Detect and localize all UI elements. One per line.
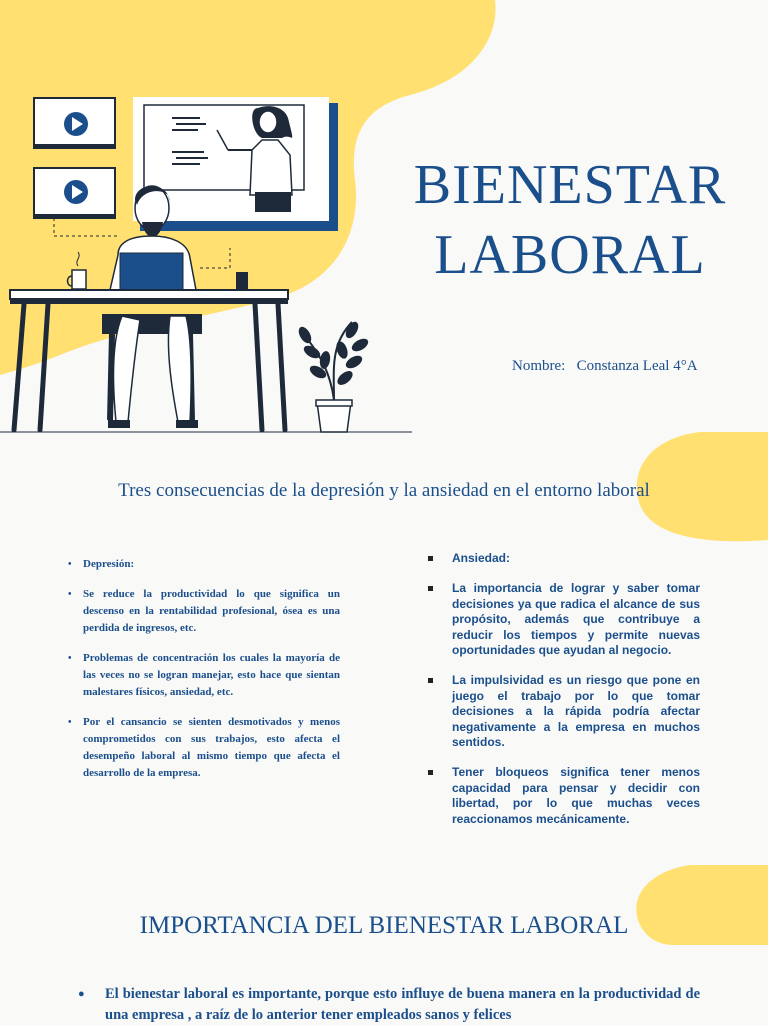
depression-list bbox=[68, 556, 340, 795]
list-item: La importancia de lograr y saber tomar decisiones ya que radica el alcance de sus propósito, además que contribuye a reducir los tiempos y permite nuevas oportunidades que ayudan al negocio. bbox=[428, 581, 700, 658]
list-item: Tener bloqueos significa tener menos capacidad para pensar y decidir con libertad, por lo que muchas veces reaccionamos mecánicamente. bbox=[428, 765, 700, 827]
list-item: • Se reduce la productividad lo que significa un descenso en la rentabilidad profesional, ósea es una perdida de ingresos, etc. bbox=[68, 586, 340, 637]
office-illustration bbox=[0, 90, 420, 440]
play-icon bbox=[34, 168, 115, 218]
importance-list bbox=[78, 984, 700, 1026]
author-line bbox=[512, 358, 698, 375]
section-heading-consequences: Tres consecuencias de la depresión y la ansiedad en el entorno laboral bbox=[118, 480, 650, 501]
page-title bbox=[405, 150, 735, 290]
title-line-2: LABORAL bbox=[434, 224, 706, 286]
list-item: • Por el cansancio se sienten desmotivados y menos comprometidos con sus trabajos, esto afecta el desempeño laboral al mismo tiempo que afecta el desarrollo de la empresa. bbox=[68, 714, 340, 782]
plant-icon bbox=[296, 320, 370, 432]
title-line-1: BIENESTAR bbox=[413, 154, 727, 216]
section-heading-importance: IMPORTANCIA DEL BIENESTAR LABORAL bbox=[139, 912, 629, 939]
list-item: • Depresión: bbox=[68, 556, 340, 573]
author-value: Constanza Leal 4°A bbox=[576, 358, 698, 374]
play-icon bbox=[34, 98, 115, 148]
list-item: ● El bienestar laboral es importante, porque esto influye de buena manera en la productividad de una empresa , a raíz de lo anterior tener empleados sanos y felices bbox=[78, 984, 700, 1026]
author-label: Nombre: bbox=[512, 358, 566, 374]
list-item: La impulsividad es un riesgo que pone en juego el trabajo por lo que tomar decisiones a la rápida podría afectar negativamente a la empresa en muchos sentidos. bbox=[428, 673, 700, 750]
anxiety-list bbox=[428, 551, 700, 842]
list-item: • Problemas de concentración los cuales la mayoría de las veces no se logran manejar, esto hace que sientan malestares físicos, ansiedad, etc. bbox=[68, 650, 340, 701]
list-item: Ansiedad: bbox=[428, 551, 700, 566]
mug-icon bbox=[68, 252, 87, 289]
